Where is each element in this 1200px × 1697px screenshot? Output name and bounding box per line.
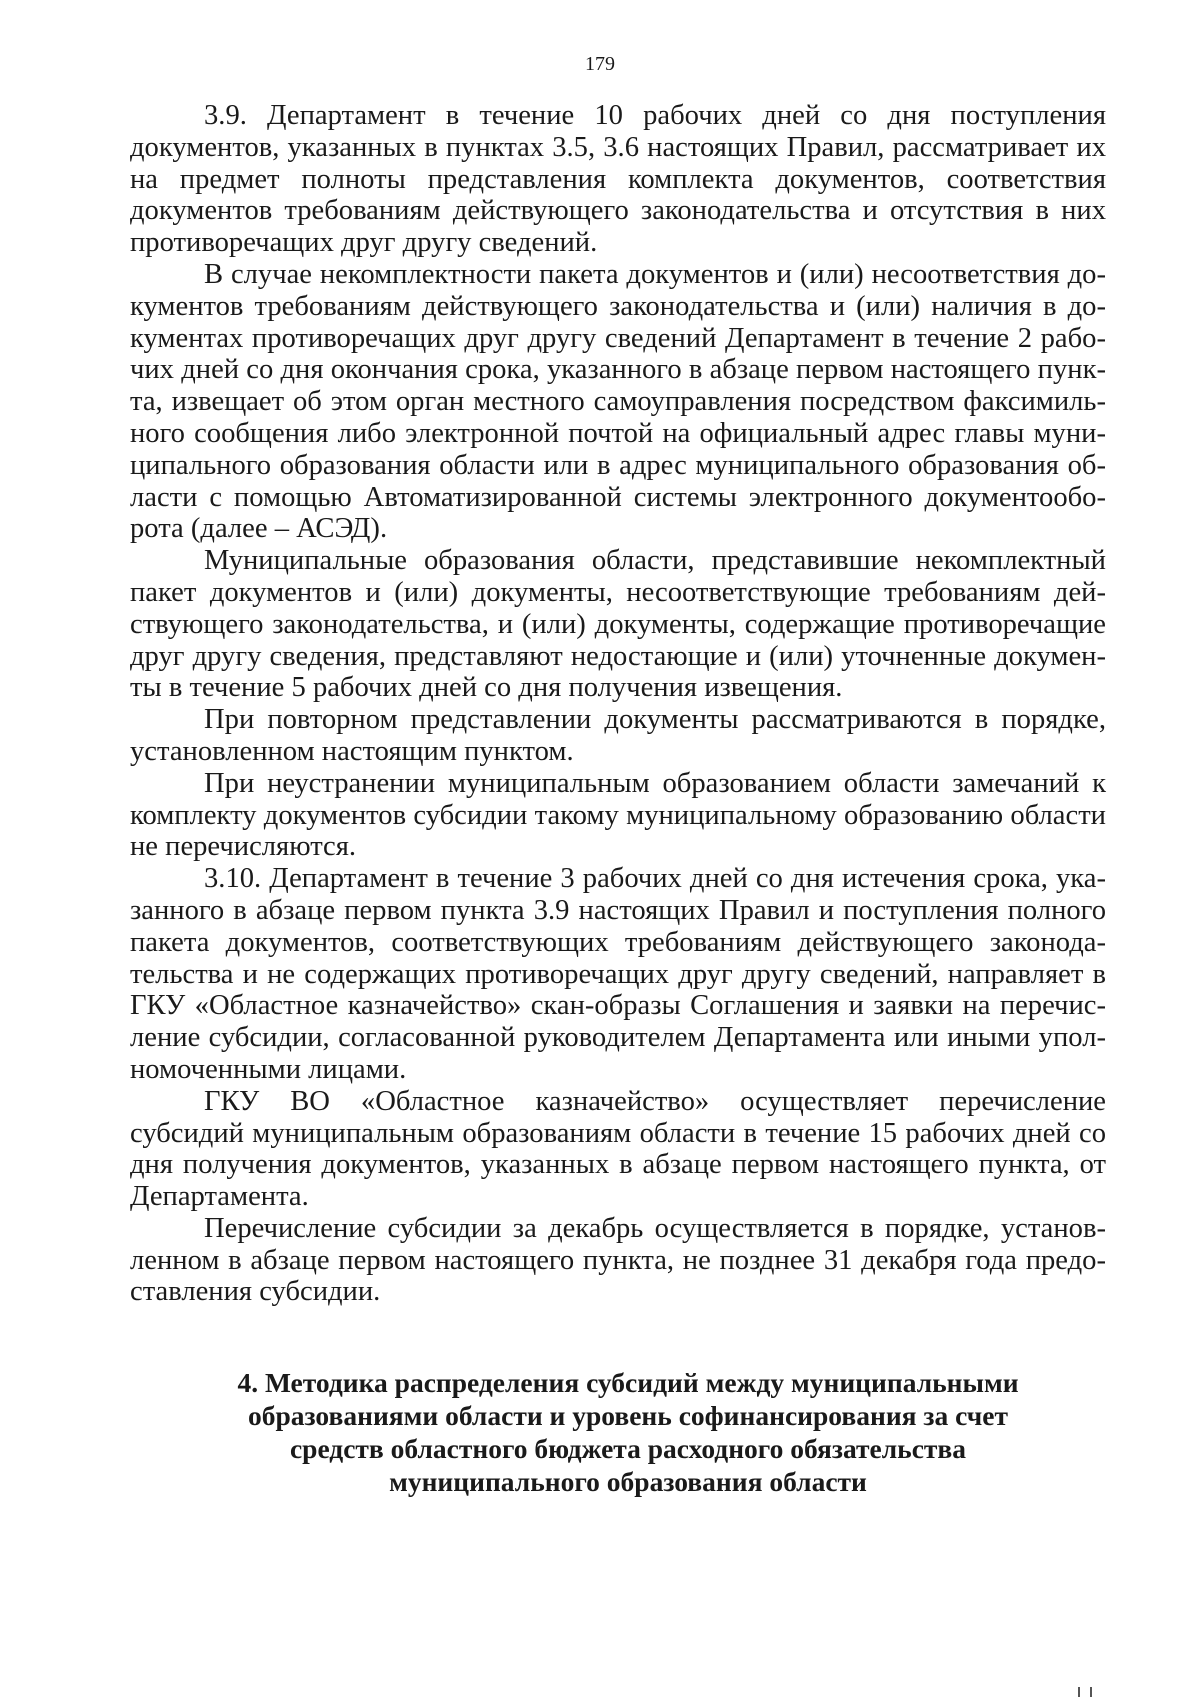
- paragraph-3-10: 3.10. Департамент в течение 3 рабочих дней со дня истечения срока, указанного в абзаце первом пункта 3.9 настоящих Правил и поступления полного пакета документов, соответствующих требованиям действующего законодательства и не содержащих противоречащих друг другу сведений, направляет в ГКУ «Областное казначейство» скан-образы Соглашения и заявки на перечисление субсидии, согласованной руководителем Департамента или иными уполномоченными лицами.: [130, 863, 1106, 1085]
- paragraph-municipalities-resubmit: Муниципальные образования области, представившие некомплектный пакет документов и (или) документы, несоответствующие требованиям действующего законодательства, и (или) документы, содержащие противоречащие друг другу сведения, представляют недостающие и (или) уточненные документы в течение 5 рабочих дней со дня получения извещения.: [130, 545, 1106, 704]
- page-number: 179: [585, 53, 615, 75]
- paragraph-non-elimination: При неустранении муниципальным образованием области замечаний к комплекту документов субсидии такому муниципальному образованию области не перечисляются.: [130, 767, 1106, 863]
- paragraph-repeat-submission: При повторном представлении документы рассматриваются в порядке, установленном настоящим пунктом.: [130, 704, 1106, 767]
- paragraph-3-9: 3.9. Департамент в течение 10 рабочих дней со дня поступления документов, указанных в пунктах 3.5, 3.6 настоящих Правил, рассматривает их на предмет полноты представления комплекта документов, соответствия документов требованиям действующего законодательства и отсутствия в них противоречащих друг другу сведений.: [130, 100, 1106, 259]
- section-heading: 4. Методика распределения субсидий между муниципальными образованиями области и уровень софинансирования за счет средств областного бюджета расходного обязательства муниципального образования области: [237, 1367, 1019, 1497]
- scan-edge-mark: [1074, 1687, 1098, 1697]
- body-text: [130, 100, 1106, 1308]
- paragraph-december-transfer: Перечисление субсидии за декабрь осуществляется в порядке, установленном в абзаце первом настоящего пункта, не позднее 31 декабря года предоставления субсидии.: [130, 1212, 1106, 1308]
- paragraph-incomplete-package: В случае некомплектности пакета документов и (или) несоответствия документов требованиям действующего законодательства и (или) наличия в документах противоречащих друг другу сведений Департамент в течение 2 рабочих дней со дня окончания срока, указанного в абзаце первом настоящего пункта, извещает об этом орган местного самоуправления посредством факсимильного сообщения либо электронной почтой на официальный адрес главы муниципального образования области или в адрес муниципального образования области с помощью Автоматизированной системы электронного документооборота (далее – АСЭД).: [130, 258, 1106, 545]
- paragraph-treasury-transfer: ГКУ ВО «Областное казначейство» осуществляет перечисление субсидий муниципальным образованиям области в течение 15 рабочих дней со дня получения документов, указанных в абзаце первом настоящего пункта, от Департамента.: [130, 1085, 1106, 1213]
